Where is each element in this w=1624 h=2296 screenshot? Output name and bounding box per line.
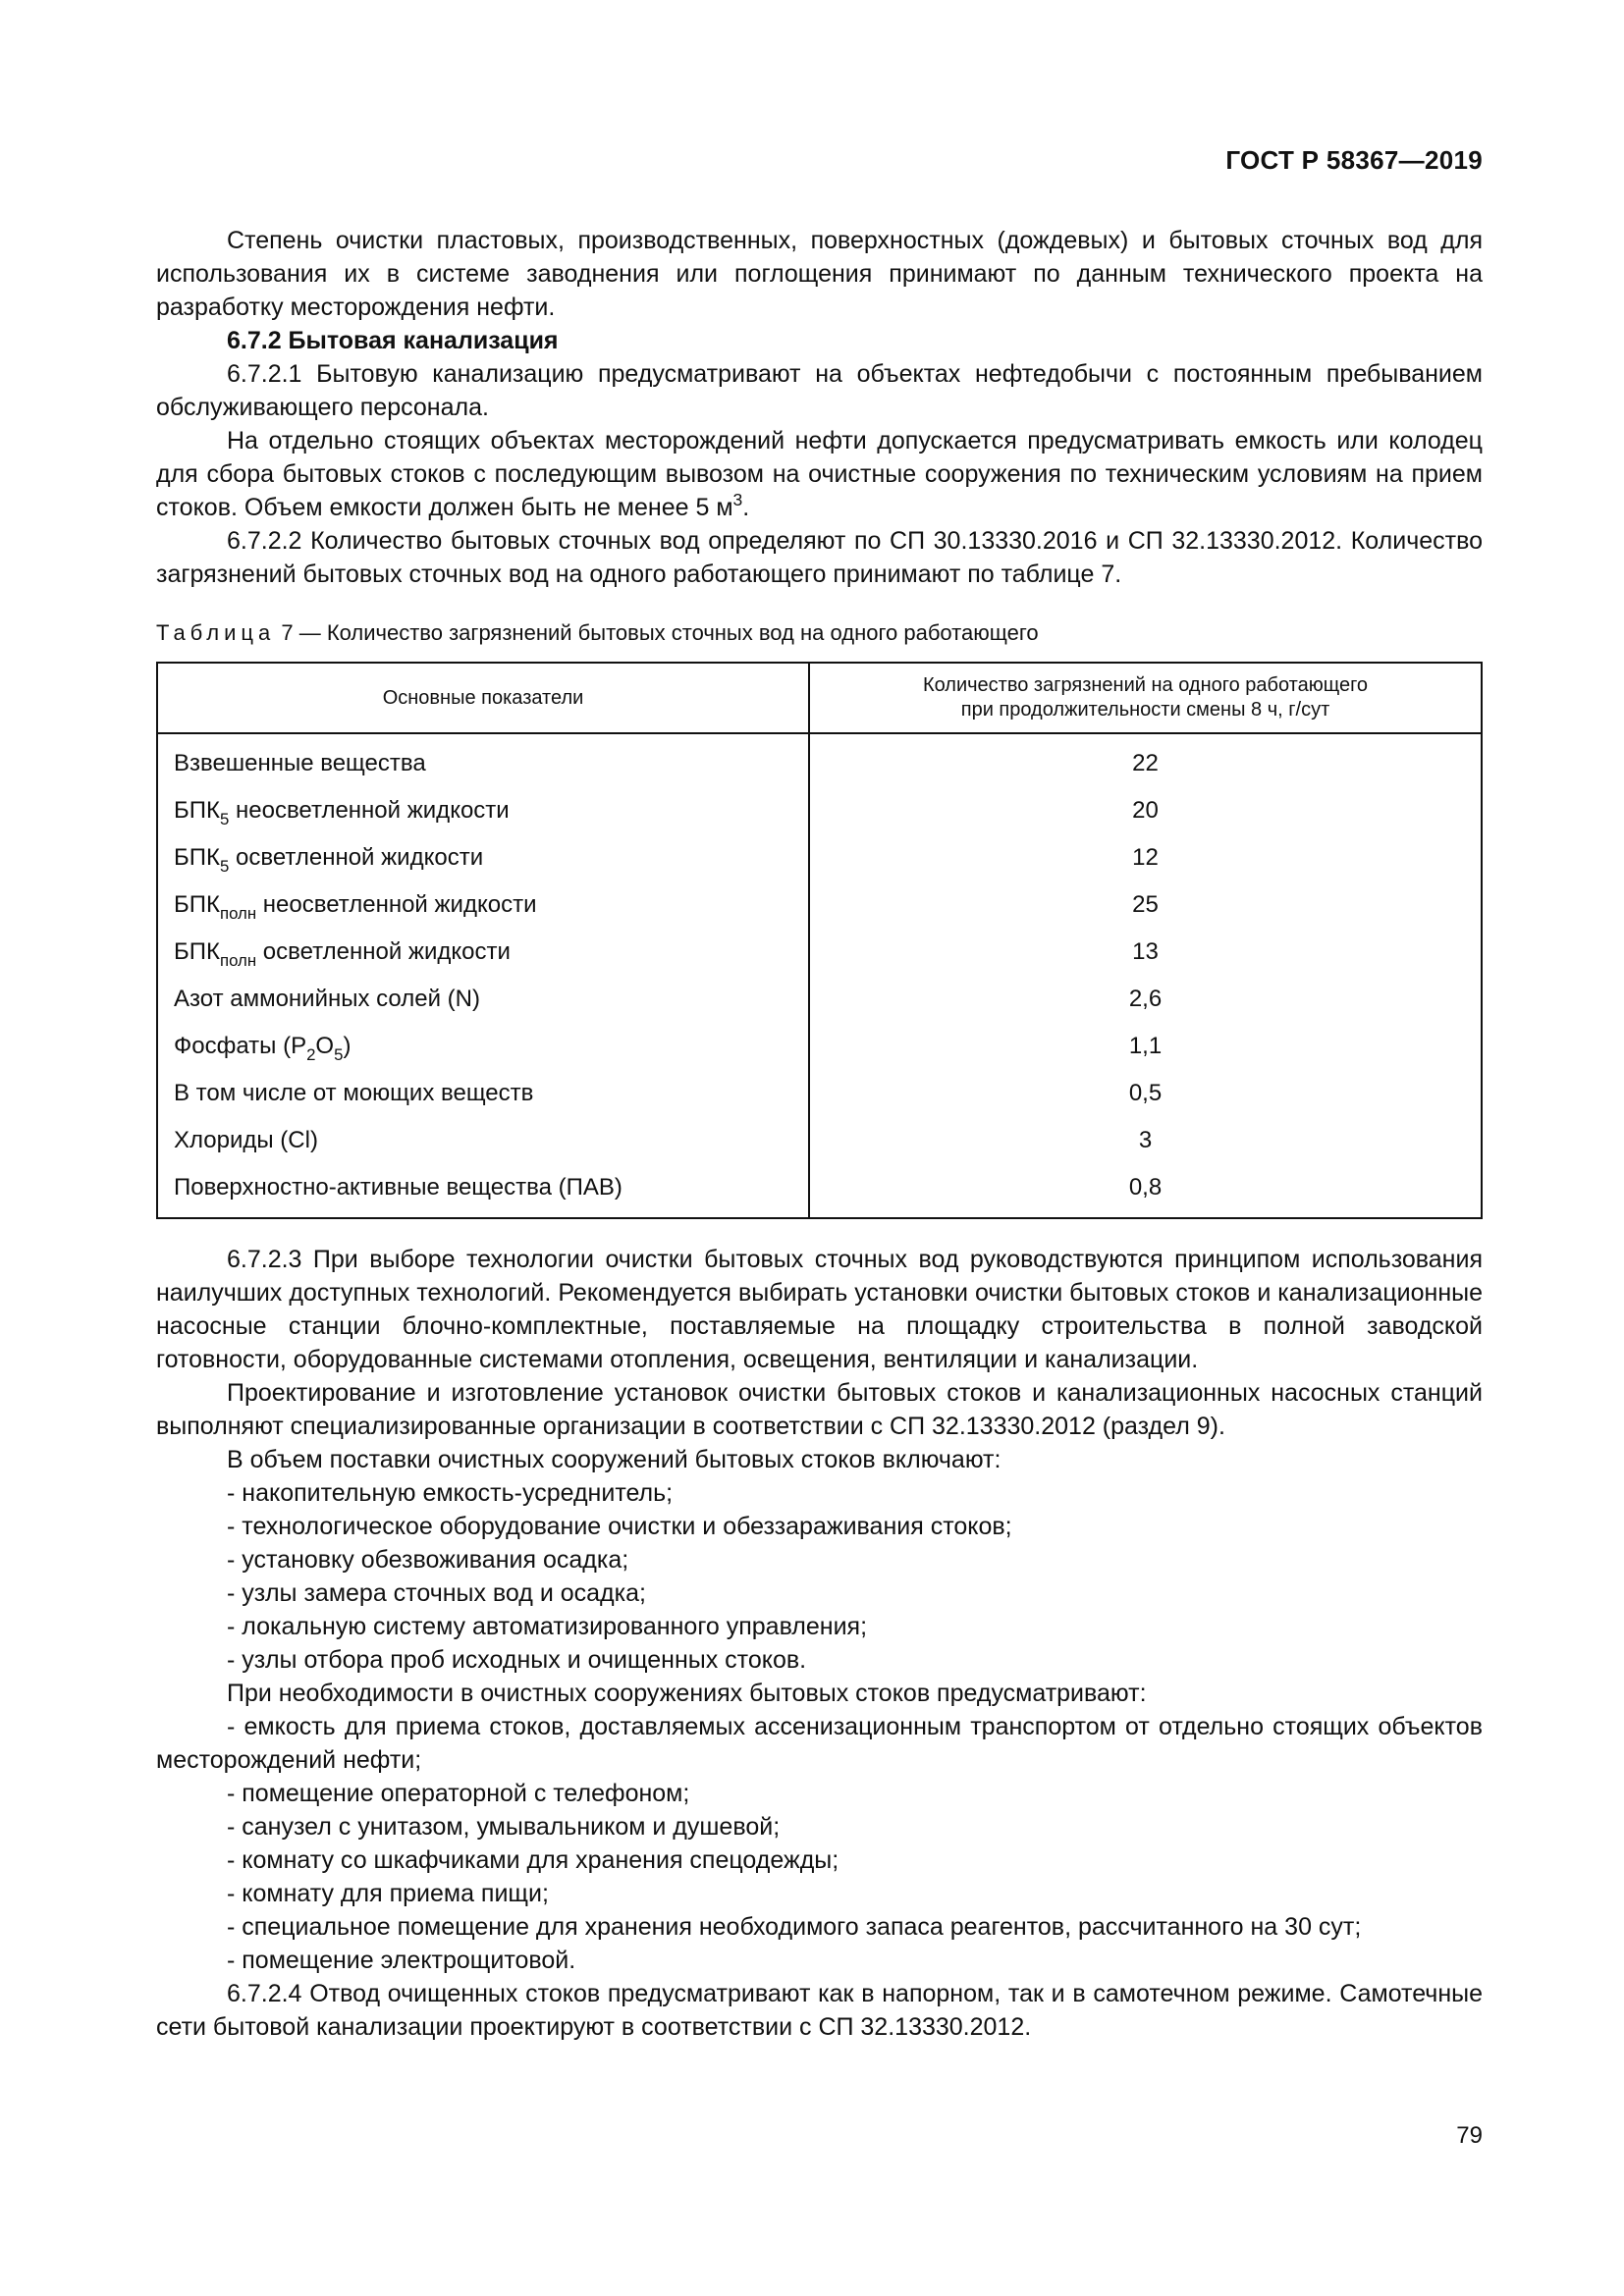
paragraph-6-7-2-4: 6.7.2.4 Отвод очищенных стоков предусматривают как в напорном, так и в самотечном режиме. Самотечные сети бытовой канализации проектируют в соответствии с СП 32.13330.2012. bbox=[156, 1980, 1483, 2041]
list-item: - локальную систему автоматизированного управления; bbox=[227, 1613, 868, 1640]
list-item: - установку обезвоживания осадка; bbox=[227, 1546, 629, 1574]
header-amount-line1: Количество загрязнений на одного работающего bbox=[922, 674, 1369, 696]
list-item: - накопительную емкость-усреднитель; bbox=[227, 1479, 674, 1507]
row-indicator: Хлориды (Cl) bbox=[174, 1127, 318, 1153]
header-indicators: Основные показатели bbox=[157, 663, 809, 733]
list-item: - помещение электрощитовой. bbox=[227, 1947, 576, 1974]
list-item: - узлы отбора проб исходных и очищенных стоков. bbox=[227, 1646, 807, 1674]
list-item: - технологическое оборудование очистки и обеззараживания стоков; bbox=[227, 1513, 1012, 1540]
row-value: 0,5 bbox=[809, 1070, 1482, 1117]
row-value: 22 bbox=[809, 733, 1482, 787]
row-indicator bbox=[157, 929, 809, 976]
table-row bbox=[157, 881, 1482, 929]
row-indicator bbox=[157, 787, 809, 834]
table-row bbox=[157, 1164, 1482, 1218]
row-indicator: Азот аммонийных солей (N) bbox=[174, 986, 480, 1012]
detached-end: . bbox=[742, 494, 750, 521]
row-value: 2,6 bbox=[809, 976, 1482, 1023]
list-item: - специальное помещение для хранения необходимого запаса реагентов, рассчитанного на 30 сут; bbox=[227, 1913, 1362, 1941]
list-item: - комнату со шкафчиками для хранения спецодежды; bbox=[227, 1846, 839, 1874]
indicator-text: O bbox=[315, 1033, 335, 1059]
table-caption-text: 7 — Количество загрязнений бытовых сточных вод на одного работающего bbox=[275, 620, 1039, 645]
paragraph-optional-intro: При необходимости в очистных сооружениях бытовых стоков предусматривают: bbox=[227, 1680, 1147, 1707]
table-row bbox=[157, 1117, 1482, 1164]
indicator-subscript: 5 bbox=[219, 857, 230, 876]
indicator-text: ) bbox=[343, 1033, 352, 1059]
header-amount-line2: при продолжительности смены 8 ч, г/сут bbox=[960, 699, 1330, 721]
indicator-subscript: полн bbox=[219, 951, 257, 970]
row-value: 0,8 bbox=[809, 1164, 1482, 1218]
pollution-table bbox=[156, 662, 1483, 1219]
table-caption-label: Таблица bbox=[156, 620, 276, 645]
table-header-row bbox=[157, 663, 1482, 733]
table-row bbox=[157, 733, 1482, 787]
list-item: - санузел с унитазом, умывальником и душевой; bbox=[227, 1813, 781, 1841]
indicator-subscript: полн bbox=[219, 904, 257, 923]
indicator-subscript: 5 bbox=[334, 1045, 344, 1064]
list-item: - комнату для приема пищи; bbox=[227, 1880, 549, 1907]
cubic-superscript: 3 bbox=[732, 490, 743, 509]
supply-list bbox=[156, 1476, 1483, 1677]
indicator-text: осветленной жидкости bbox=[256, 938, 511, 965]
paragraph-6-7-2-1: 6.7.2.1 Бытовую канализацию предусматривают на объектах нефтедобычи с постоянным пребыванием обслуживающего персонала. bbox=[156, 360, 1483, 421]
detached-text: На отдельно стоящих объектах месторождений нефти допускается предусматривать емкость или колодец для сбора бытовых стоков с последующим вывозом на очистные сооружения по техническим условиям на прием стоков. Объем емкости должен быть не менее 5 м bbox=[156, 427, 1483, 521]
list-item: - узлы замера сточных вод и осадка; bbox=[227, 1579, 646, 1607]
indicator-text: БПК bbox=[174, 844, 220, 871]
table-row bbox=[157, 929, 1482, 976]
table-caption bbox=[156, 618, 1483, 648]
table-row bbox=[157, 1070, 1482, 1117]
row-indicator bbox=[157, 834, 809, 881]
table-row bbox=[157, 1023, 1482, 1070]
indicator-text: БПК bbox=[174, 797, 220, 824]
table-row bbox=[157, 787, 1482, 834]
indicator-subscript: 5 bbox=[219, 810, 230, 828]
row-indicator bbox=[157, 881, 809, 929]
row-value: 3 bbox=[809, 1117, 1482, 1164]
table-row bbox=[157, 976, 1482, 1023]
page-body bbox=[156, 224, 1483, 2044]
optional-list bbox=[156, 1710, 1483, 1977]
paragraph-6-7-2-3: 6.7.2.3 При выборе технологии очистки бытовых сточных вод руководствуются принципом использования наилучших доступных технологий. Рекомендуется выбирать установки очистки бытовых стоков и канализационные насосные станции блочно-комплектные, поставляемые на площадку строительства в полной заводской готовности, оборудованные системами отопления, освещения, вентиляции и канализации. bbox=[156, 1246, 1483, 1373]
indicator-text: осветленной жидкости bbox=[229, 844, 484, 871]
section-heading-6-7-2: 6.7.2 Бытовая канализация bbox=[227, 327, 559, 354]
row-indicator: В том числе от моющих веществ bbox=[174, 1080, 534, 1106]
list-item: - емкость для приема стоков, доставляемых ассенизационным транспортом от отдельно стоящих объектов месторождений нефти; bbox=[156, 1713, 1483, 1774]
row-indicator bbox=[157, 1023, 809, 1070]
page-number: 79 bbox=[1456, 2122, 1483, 2149]
paragraph-6-7-2-2: 6.7.2.2 Количество бытовых сточных вод определяют по СП 30.13330.2016 и СП 32.13330.2012. Количество загрязнений бытовых сточных вод на одного работающего принимают по таблице 7. bbox=[156, 527, 1483, 588]
header-amount bbox=[809, 663, 1482, 733]
indicator-subscript: 2 bbox=[306, 1045, 316, 1064]
indicator-text: неосветленной жидкости bbox=[256, 891, 537, 918]
indicator-text: БПК bbox=[174, 891, 220, 918]
paragraph-supply-intro: В объем поставки очистных сооружений бытовых стоков включают: bbox=[227, 1446, 1001, 1473]
row-indicator: Взвешенные вещества bbox=[174, 750, 426, 776]
indicator-text: БПК bbox=[174, 938, 220, 965]
intro-paragraph: Степень очистки пластовых, производственных, поверхностных (дождевых) и бытовых сточных вод для использования их в системе заводнения или поглощения принимают по данным технического проекта на разработку месторождения нефти. bbox=[156, 227, 1483, 321]
paragraph-detached-objects bbox=[156, 424, 1483, 524]
row-value: 12 bbox=[809, 834, 1482, 881]
row-value: 20 bbox=[809, 787, 1482, 834]
table-row bbox=[157, 834, 1482, 881]
row-value: 13 bbox=[809, 929, 1482, 976]
paragraph-design: Проектирование и изготовление установок очистки бытовых стоков и канализационных насосных станций выполняют специализированные организации в соответствии с СП 32.13330.2012 (раздел 9). bbox=[156, 1379, 1483, 1440]
row-indicator: Поверхностно-активные вещества (ПАВ) bbox=[174, 1174, 623, 1201]
indicator-text: Фосфаты (P bbox=[174, 1033, 307, 1059]
standard-designation: ГОСТ Р 58367—2019 bbox=[1225, 145, 1483, 175]
row-value: 1,1 bbox=[809, 1023, 1482, 1070]
indicator-text: неосветленной жидкости bbox=[229, 797, 510, 824]
row-value: 25 bbox=[809, 881, 1482, 929]
list-item: - помещение операторной с телефоном; bbox=[227, 1780, 690, 1807]
